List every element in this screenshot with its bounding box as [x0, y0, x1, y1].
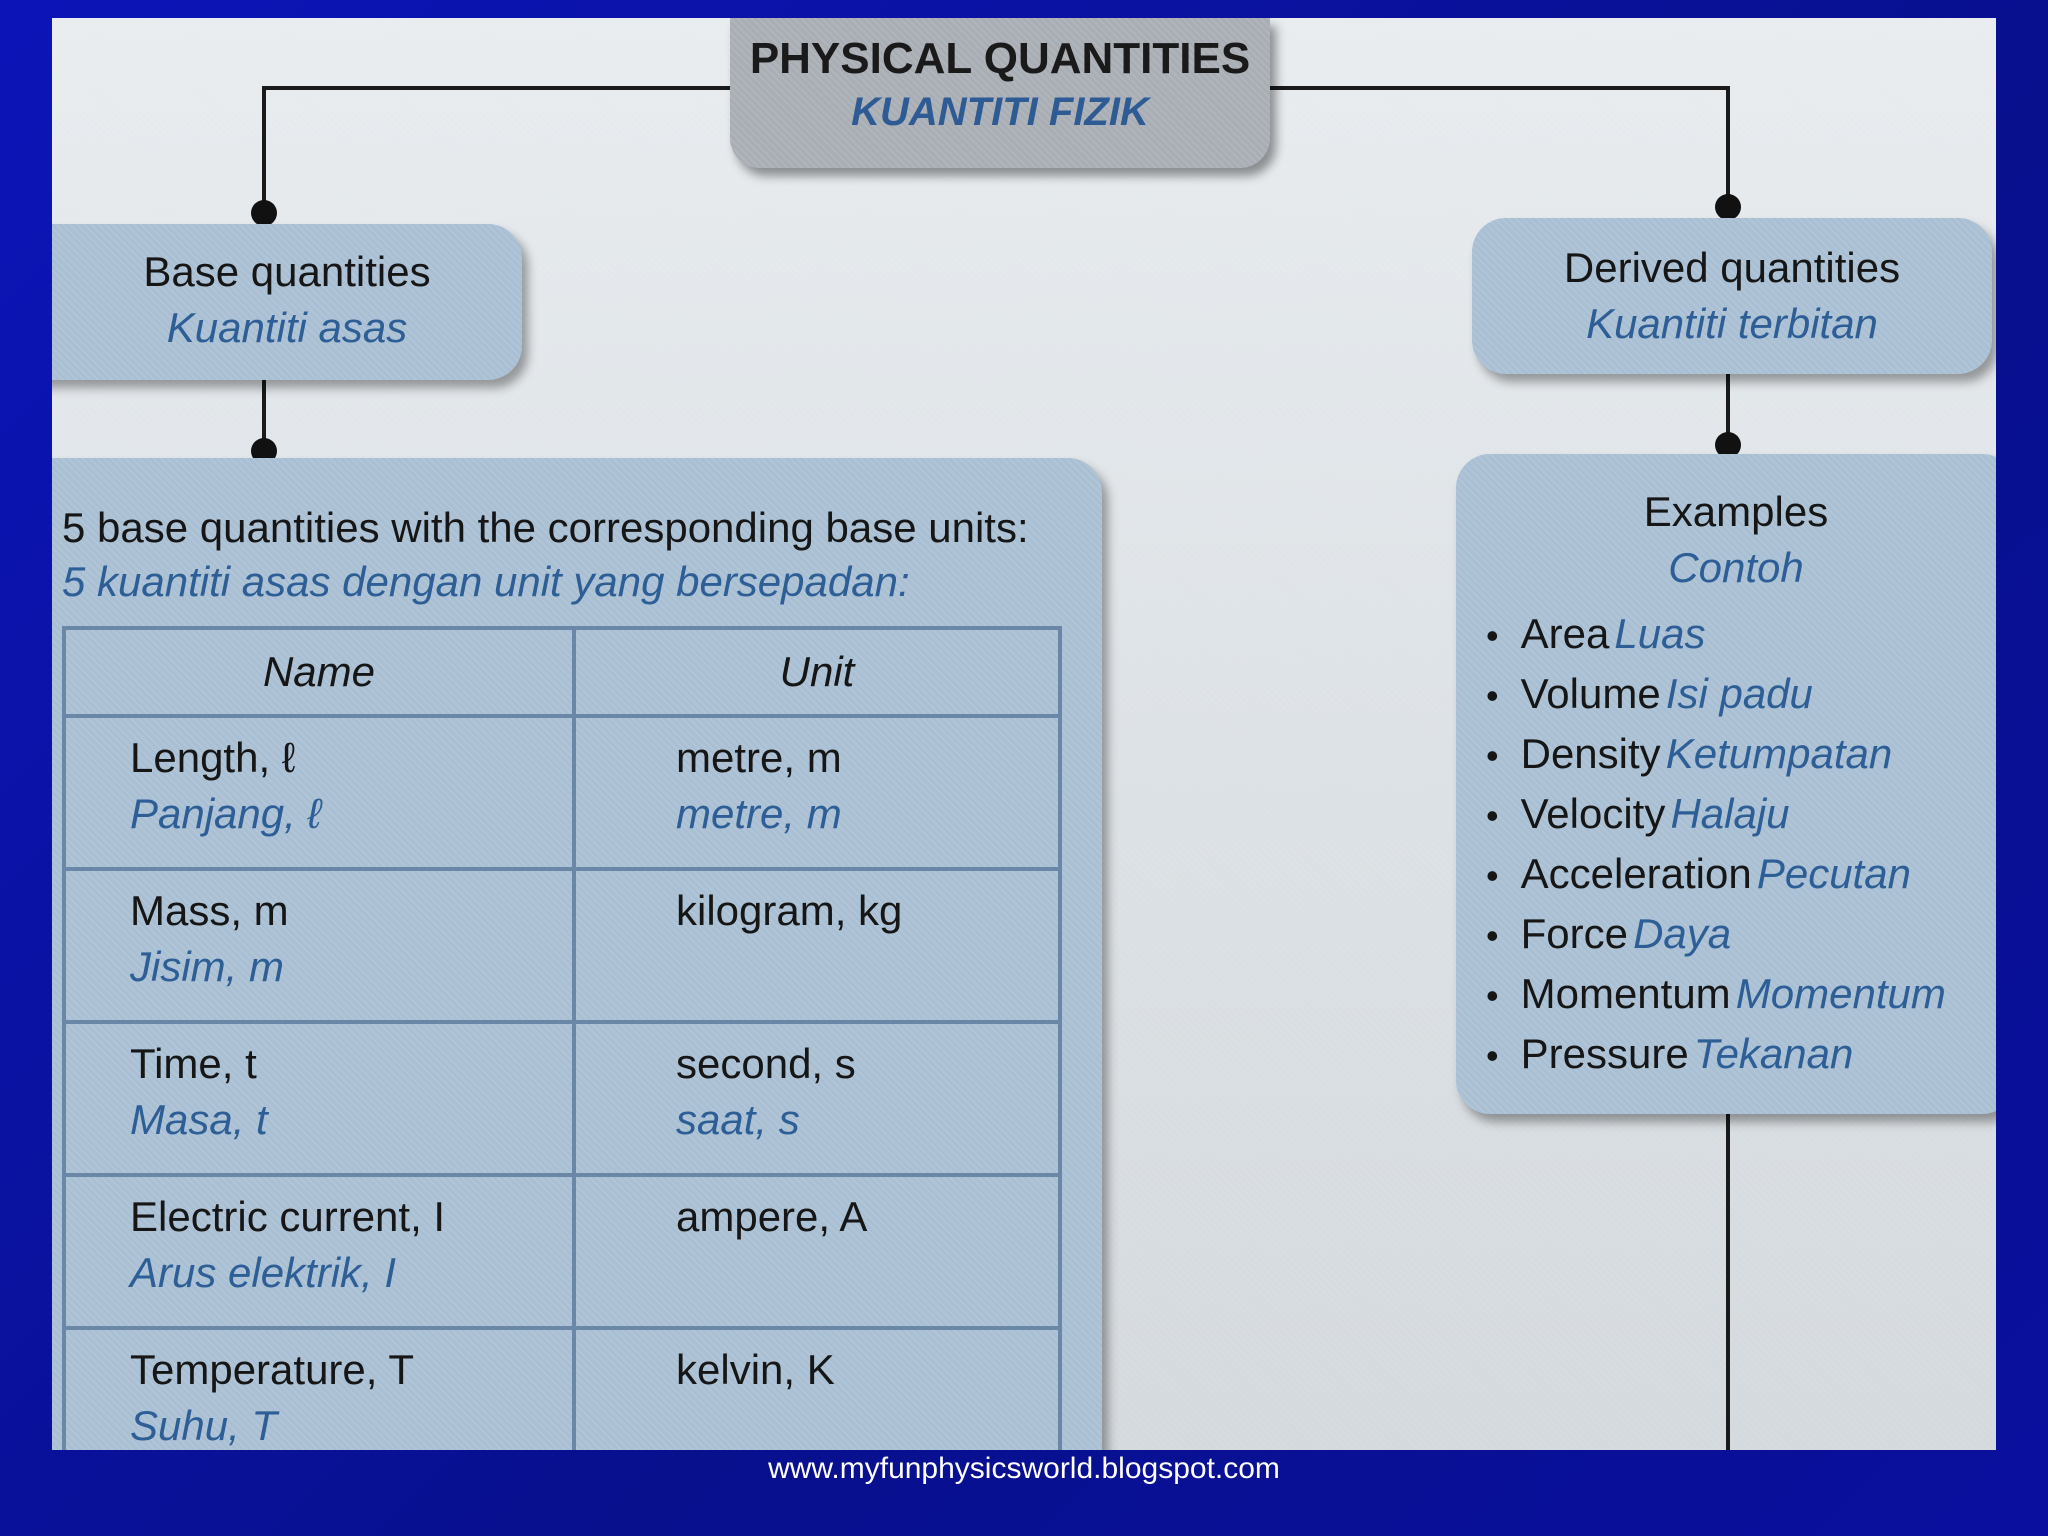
- unit-name: second, s: [676, 1040, 856, 1087]
- column-header-name: Name: [64, 628, 574, 716]
- example-name-malay: Pecutan: [1756, 850, 1911, 897]
- list-item: [1486, 1024, 1946, 1084]
- table-row: [64, 1328, 1060, 1450]
- unit-cell: [574, 1022, 1060, 1175]
- example-name: Acceleration: [1520, 850, 1752, 897]
- list-item: [1486, 724, 1946, 784]
- textbook-photo: [52, 18, 1996, 1450]
- list-item: [1486, 784, 1946, 844]
- unit-cell: [574, 1328, 1060, 1450]
- quantity-name-cell: [64, 869, 574, 1022]
- bullet: •: [1486, 975, 1499, 1016]
- table-header-row: [64, 628, 1060, 716]
- list-item: [1486, 904, 1946, 964]
- example-name: Density: [1520, 730, 1661, 777]
- quantity-name: Electric current, I: [130, 1193, 446, 1240]
- bullet: •: [1486, 675, 1499, 716]
- list-item: [1486, 664, 1946, 724]
- table-row: [64, 1022, 1060, 1175]
- table-row: [64, 716, 1060, 869]
- quantity-name-cell: [64, 1328, 574, 1450]
- quantity-name-cell: [64, 1175, 574, 1328]
- unit-name-malay: saat, s: [676, 1096, 800, 1143]
- unit-name: metre, m: [676, 734, 842, 781]
- bullet: •: [1486, 1035, 1499, 1076]
- derived-examples-list: [1486, 604, 1946, 1084]
- example-name: Area: [1520, 610, 1610, 657]
- unit-name: kilogram, kg: [676, 887, 903, 934]
- bullet: •: [1486, 855, 1499, 896]
- quantity-name: Time, t: [130, 1040, 257, 1087]
- quantity-name-malay: Suhu, T: [130, 1402, 278, 1449]
- example-name: Velocity: [1520, 790, 1666, 837]
- example-name-malay: Isi padu: [1665, 670, 1813, 717]
- list-item: [1486, 964, 1946, 1024]
- base-quantities-table: [62, 626, 1062, 1450]
- base-units-panel: [52, 458, 1102, 1450]
- quantity-name-malay: Panjang, ℓ: [130, 790, 322, 837]
- list-item: [1486, 604, 1946, 664]
- examples-title: Examples: [1643, 488, 1829, 535]
- title-english: PHYSICAL QUANTITIES: [749, 34, 1251, 83]
- unit-cell: [574, 716, 1060, 869]
- base-units-intro: 5 base quantities with the corresponding base units:: [62, 504, 1029, 551]
- table-row: [64, 1175, 1060, 1328]
- physical-quantities-title-box: [730, 18, 1270, 168]
- table-row: [64, 869, 1060, 1022]
- connector-top-right: [1270, 86, 1730, 90]
- footer-url: www.myfunphysicsworld.blogspot.com: [768, 1452, 1280, 1485]
- unit-name-malay: metre, m: [676, 790, 842, 837]
- bullet: •: [1486, 615, 1499, 656]
- connector-top-left: [262, 86, 732, 90]
- unit-cell: [574, 869, 1060, 1022]
- quantity-name-malay: Jisim, m: [130, 943, 284, 990]
- example-name-malay: Luas: [1614, 610, 1706, 657]
- column-header-unit: Unit: [574, 628, 1060, 716]
- base-quantities-box: [52, 224, 522, 380]
- unit-name: ampere, A: [676, 1193, 868, 1240]
- bullet: •: [1486, 795, 1499, 836]
- quantity-name: Length, ℓ: [130, 734, 296, 781]
- example-name-malay: Halaju: [1670, 790, 1790, 837]
- connector-dot: [1715, 194, 1741, 220]
- example-name-malay: Tekanan: [1693, 1030, 1854, 1077]
- example-name-malay: Daya: [1633, 910, 1732, 957]
- quantity-name-malay: Masa, t: [130, 1096, 268, 1143]
- quantity-name-cell: [64, 1022, 574, 1175]
- examples-title-malay: Contoh: [1668, 544, 1804, 591]
- unit-name: kelvin, K: [676, 1346, 835, 1393]
- title-malay: KUANTITI FIZIK: [851, 90, 1149, 134]
- list-item: [1486, 844, 1946, 904]
- connector-examples-down: [1726, 1088, 1730, 1450]
- derived-quantities-box: [1472, 218, 1992, 374]
- example-name-malay: Momentum: [1735, 970, 1946, 1017]
- example-name: Pressure: [1520, 1030, 1689, 1077]
- example-name: Momentum: [1520, 970, 1731, 1017]
- quantity-name: Temperature, T: [130, 1346, 415, 1393]
- derived-quantities-label: Derived quantities: [1563, 244, 1901, 291]
- example-name: Force: [1520, 910, 1628, 957]
- bullet: •: [1486, 735, 1499, 776]
- quantity-name-malay: Arus elektrik, I: [130, 1249, 397, 1296]
- quantity-name-cell: [64, 716, 574, 869]
- connector-dot: [251, 200, 277, 226]
- example-name-malay: Ketumpatan: [1665, 730, 1893, 777]
- quantity-name: Mass, m: [130, 887, 289, 934]
- examples-heading: [1456, 454, 1996, 596]
- base-quantities-label: Base quantities: [143, 248, 431, 295]
- examples-panel: [1456, 454, 1996, 1114]
- bullet: •: [1486, 915, 1499, 956]
- derived-quantities-label-malay: Kuantiti terbitan: [1586, 300, 1878, 347]
- unit-cell: [574, 1175, 1060, 1328]
- base-units-intro-malay: 5 kuantiti asas dengan unit yang bersepadan:: [62, 558, 910, 605]
- example-name: Volume: [1520, 670, 1661, 717]
- base-quantities-label-malay: Kuantiti asas: [166, 304, 408, 351]
